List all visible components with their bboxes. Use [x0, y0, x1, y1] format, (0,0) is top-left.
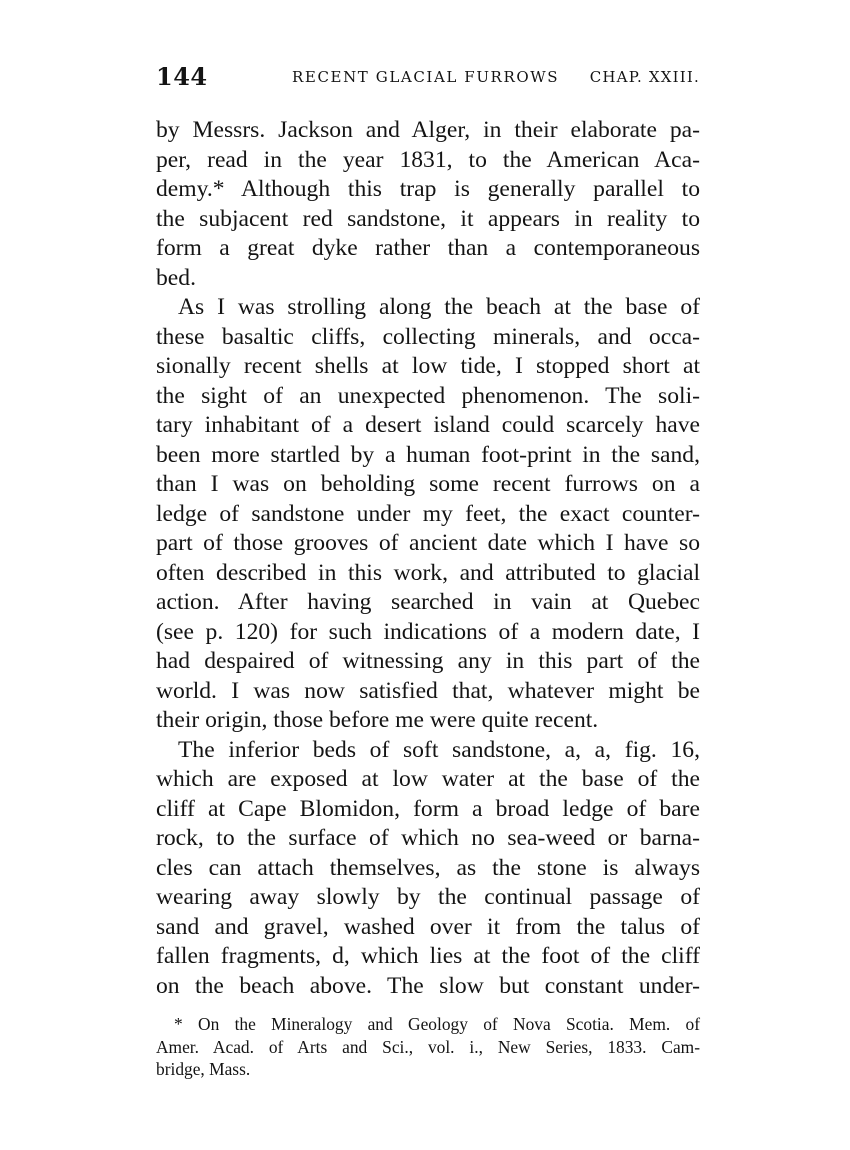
text-line: action. After having searched in vain at Quebec [156, 589, 700, 615]
text-line: these basaltic cliffs, collecting minerals, and occa- [156, 323, 700, 350]
footnote-line: Amer. Acad. of Arts and Sci., vol. i., New Series, 1833. Cam- [156, 1036, 700, 1057]
text-line: The inferior beds of soft sandstone, a, a, fig. 16, [178, 736, 700, 763]
text-line: been more startled by a human foot-print in the sand, [156, 441, 700, 468]
text-line: sionally recent shells at low tide, I stopped short at [156, 353, 700, 379]
text-line: per, read in the year 1831, to the American Aca- [156, 146, 700, 173]
footnote-line: * On the Mineralogy and Geology of Nova Scotia. Mem. of [174, 1014, 700, 1034]
text-line: which are exposed at low water at the base of the [156, 766, 700, 792]
body-text [156, 116, 700, 1001]
text-line: the subjacent red sandstone, it appears in reality to [156, 205, 700, 232]
text-line: (see p. 120) for such indications of a modern date, I [156, 618, 700, 645]
text-line: rock, to the surface of which no sea-weed or barna- [156, 825, 700, 851]
text-line: cliff at Cape Blomidon, form a broad ledge of bare [156, 795, 700, 822]
text-line: sand and gravel, washed over it from the talus of [156, 913, 700, 940]
text-line: part of those grooves of ancient date which I have so [156, 530, 700, 556]
running-title: RECENT GLACIAL FURROWS [292, 68, 560, 86]
text-line: than I was on beholding some recent furrows on a [156, 471, 700, 497]
text-line: wearing away slowly by the continual passage of [156, 884, 700, 910]
text-line: by Messrs. Jackson and Alger, in their elaborate pa- [156, 117, 700, 143]
text-line: often described in this work, and attributed to glacial [156, 559, 700, 586]
text-line: had despaired of witnessing any in this part of the [156, 648, 700, 674]
page-number: 144 [156, 62, 208, 91]
text-line: tary inhabitant of a desert island could scarcely have [156, 412, 700, 438]
page-header [156, 62, 700, 92]
text-line: bed. [156, 264, 196, 291]
text-line: world. I was now satisfied that, whatever might be [156, 677, 700, 704]
footnote-line: bridge, Mass. [156, 1059, 251, 1079]
footnote [156, 1013, 700, 1081]
text-line: ledge of sandstone under my feet, the exact counter- [156, 500, 700, 527]
text-line: demy.* Although this trap is generally parallel to [156, 176, 700, 202]
text-line: cles can attach themselves, as the stone is always [156, 854, 700, 881]
text-line: form a great dyke rather than a contemporaneous [156, 235, 700, 261]
text-line: fallen fragments, d, which lies at the foot of the cliff [156, 943, 700, 969]
chapter-reference: CHAP. XXIII. [589, 68, 700, 86]
text-line: the sight of an unexpected phenomenon. The soli- [156, 382, 700, 409]
text-line: on the beach above. The slow but constant under- [156, 972, 700, 999]
text-line: As I was strolling along the beach at the base of [178, 294, 700, 320]
text-line: their origin, those before me were quite recent. [156, 707, 599, 733]
